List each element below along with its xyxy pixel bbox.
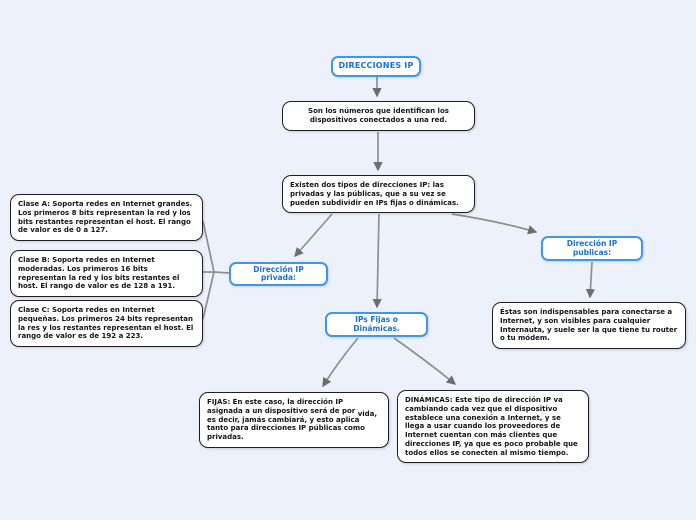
node-ip-publica[interactable] [541, 236, 643, 261]
connector-types-fijasdinamicas [377, 214, 379, 307]
node-clase-b-text: Clase B: Soporta redes en Internet moderadas. Los primeros 16 bits representan la red y los bits restantes el host. El rango de valor es de 128 a 191. [18, 256, 180, 291]
node-types[interactable] [282, 175, 475, 213]
node-fijas-text-post: es decir, jamás cambiará, y esto aplica tanto para direcciones IP públicas como privadas. [207, 415, 365, 441]
node-clase-c[interactable] [10, 300, 203, 347]
connector-fijasdinamicas-dinamicas [394, 338, 455, 384]
node-ips-fijas-dinamicas-label: IPs Fijas o Dinámicas. [353, 315, 400, 333]
node-direcciones-ip-label: DIRECCIONES IP [338, 61, 414, 71]
connector-types-privada [295, 214, 332, 256]
node-fijas-text-shifted: vida, [357, 409, 378, 418]
node-clase-c-text: Clase C: Soporta redes en Internet pequeñas. Los primeros 24 bits representan la res y los restantes representan el host. El rango de valor es de 192 a 223. [18, 306, 194, 341]
node-ips-fijas-dinamicas[interactable] [325, 312, 428, 337]
node-clase-a[interactable] [10, 194, 203, 241]
node-publica-desc-text: Éstas son indispensables para conectarse a Internet, y son visibles para cualquier Internauta, y suele ser la que tiene tu router o tu módem. [500, 308, 678, 343]
connector-types-publica [452, 214, 536, 232]
connector-publica-desc [590, 262, 592, 297]
node-ip-publica-label: Dirección IP publicas: [566, 239, 618, 257]
node-fijas-text-pre: FIJAS: En este caso, la dirección IP asignada a un dispositivo será de por [207, 398, 358, 415]
node-clase-a-text: Clase A: Soporta redes en Internet grandes. Los primeros 8 bits representan la red y los bits restantes representan el host. El rango de valor es de 0 a 127. [18, 200, 193, 235]
node-direcciones-ip[interactable] [331, 56, 421, 77]
node-ip-privada-label: Dirección IP privada: [253, 264, 304, 282]
node-types-text: Existen dos tipos de direcciones IP: las privadas y las públicas, que a su vez se pueden subdividir en IPs fijas o dinámicas. [290, 181, 459, 207]
node-dinamicas[interactable] [397, 390, 589, 463]
node-dinamicas-text: DINÁMICAS: Este tipo de dirección IP va cambiando cada vez que el dispositivo establece una conexión a Internet, y se llega a usar cuando los proveedores de Internet cuentan con más clientes que direcciones IP, ya que es poco probable que todos ellos se conecten al mismo tiempo. [405, 396, 578, 457]
node-fijas[interactable] [199, 392, 389, 448]
connector-fijasdinamicas-fijas [323, 338, 358, 386]
connector-privada-clases [203, 221, 229, 319]
node-publica-desc[interactable] [492, 302, 686, 349]
node-ip-privada[interactable] [229, 262, 328, 286]
node-definition-text: Son los números que identifican los dispositivos conectados a una red. [308, 107, 449, 124]
node-definition[interactable] [282, 101, 475, 131]
node-clase-b[interactable] [10, 250, 203, 297]
